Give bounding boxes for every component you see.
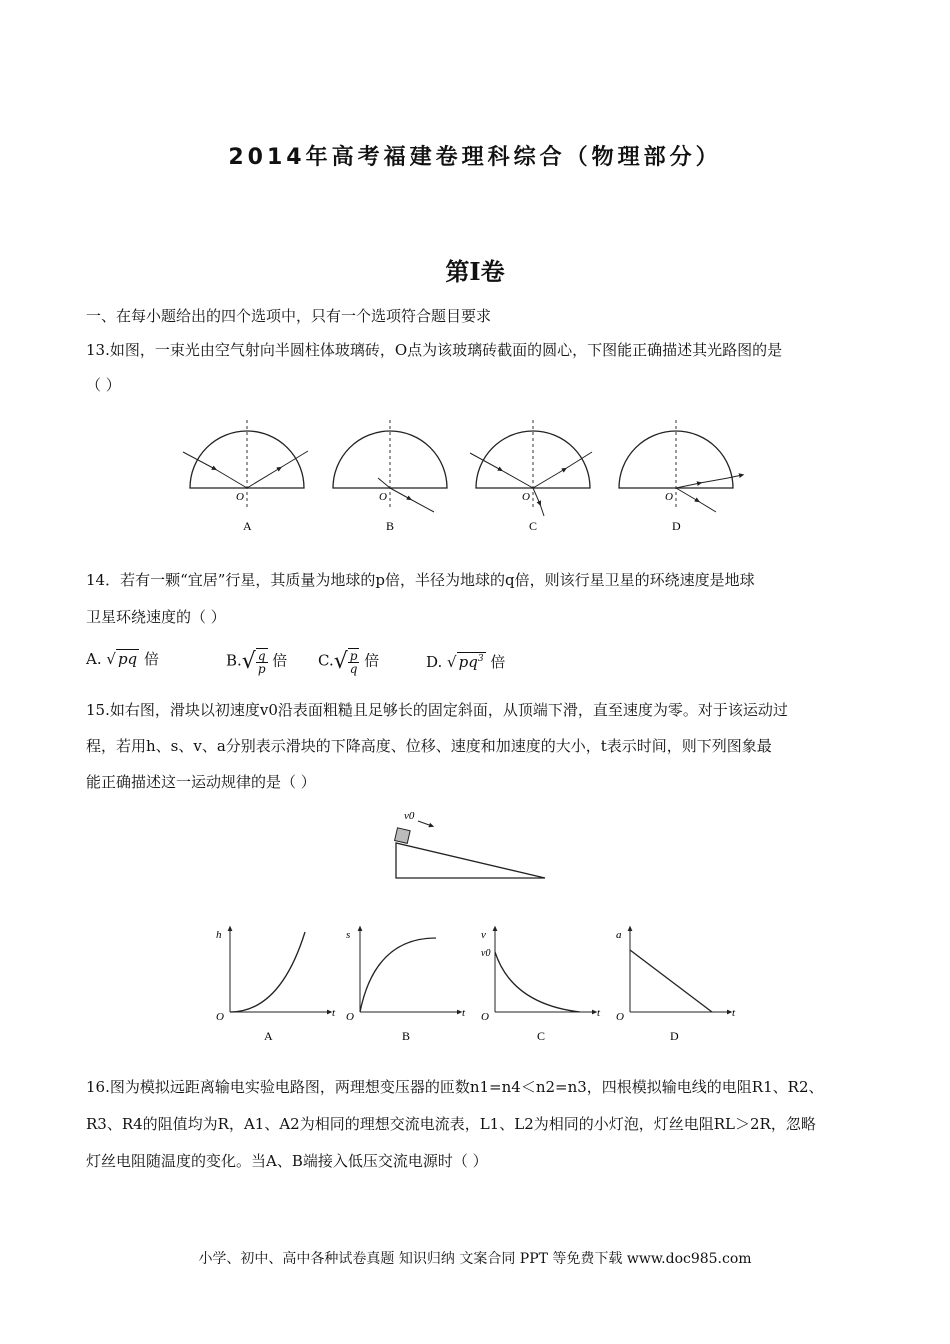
q13-option-d-diagram bbox=[619, 420, 742, 533]
q15-a-xaxis: t bbox=[332, 1007, 336, 1019]
q13-stem-line1: 13.如图，一束光由空气射向半圆柱体玻璃砖，O点为该玻璃砖截面的圆心，下图能正确描述其光路图的是 bbox=[86, 341, 783, 359]
q16-stem-line2: R3、R4的阻值均为R，A1、A2为相同的理想交流电流表，L1、L2为相同的小灯泡，灯丝电阻RL＞2R，忽略 bbox=[86, 1115, 816, 1133]
q15-a-yaxis: h bbox=[216, 929, 222, 941]
q15-a-label: A bbox=[264, 1029, 273, 1043]
q15-stem-line1: 15.如右图，滑块以初速度v0沿表面粗糙且足够长的固定斜面，从顶端下滑，直至速度为零。对于该运动过 bbox=[86, 701, 788, 719]
q14-option-d: D. √ $pq^3$ 倍 bbox=[426, 653, 506, 671]
q14-stem-line1: 14．若有一颗“宜居”行星，其质量为地球的p倍，半径为地球的q倍，则该行星卫星的环绕速度是地球 bbox=[86, 571, 755, 589]
q14-option-c-suffix: 倍 bbox=[364, 651, 380, 670]
q15-graph-c bbox=[481, 928, 601, 1043]
q15-graphs-figure bbox=[200, 920, 760, 1050]
q14-option-a-suffix: 倍 bbox=[143, 650, 159, 668]
q14-option-b-numerator: q bbox=[257, 649, 266, 663]
q14-option-b-label: B. bbox=[226, 651, 242, 670]
q13-b-center-label: O bbox=[379, 491, 387, 503]
q14-stem-line2: 卫星环绕速度的（ ） bbox=[86, 608, 226, 626]
q13-b-label: B bbox=[386, 519, 395, 533]
q14-option-d-radicand: pq bbox=[458, 653, 478, 671]
q13-option-b-diagram bbox=[333, 420, 447, 533]
q14-option-d-label: D. bbox=[426, 653, 443, 671]
q13-d-label: D bbox=[672, 519, 681, 533]
q15-graph-b bbox=[346, 928, 466, 1043]
section-intro: 一、在每小题给出的四个选项中，只有一个选项符合题目要求 bbox=[86, 307, 492, 325]
q14-option-b-suffix: 倍 bbox=[272, 651, 288, 670]
q14-option-b-denominator: p bbox=[257, 662, 266, 676]
q15-a-origin: O bbox=[216, 1011, 224, 1023]
q15-d-xaxis: t bbox=[732, 1007, 736, 1019]
q14-option-a: A. √ pq 倍 bbox=[86, 650, 159, 668]
q13-stem-line2: （ ） bbox=[86, 376, 121, 394]
q15-d-origin: O bbox=[616, 1011, 624, 1023]
q15-c-yaxis: v bbox=[481, 929, 486, 941]
q14-option-c-denominator: q bbox=[349, 662, 358, 676]
q14-option-d-suffix: 倍 bbox=[490, 653, 506, 671]
q15-stem-line2: 程，若用h、s、v、a分别表示滑块的下降高度、位移、速度和加速度的大小，t表示时间，则下列图象最 bbox=[86, 737, 772, 755]
q14-option-a-label: A. bbox=[86, 650, 102, 668]
q16-stem-line1: 16.图为模拟远距离输电实验电路图，两理想变压器的匝数n1=n4＜n2=n3，四根模拟输电线的电阻R1、R2、 bbox=[86, 1078, 824, 1096]
page-title: 2014年高考福建卷理科综合（物理部分） bbox=[228, 145, 722, 170]
q13-a-label: A bbox=[243, 519, 252, 533]
q13-c-label: C bbox=[529, 519, 538, 533]
q13-option-a-diagram bbox=[183, 420, 308, 533]
q14-option-c: C.√ $\frac{p}{q}$ 倍 bbox=[318, 649, 380, 676]
volume-heading: 第I卷 bbox=[445, 257, 505, 286]
q14-option-b: B.√ $\frac{q}{p}$ 倍 bbox=[226, 649, 288, 676]
q15-b-origin: O bbox=[346, 1011, 354, 1023]
q15-graph-a bbox=[216, 928, 336, 1043]
q14-option-d-exponent: 3 bbox=[477, 654, 484, 664]
q14-option-c-numerator: p bbox=[349, 649, 358, 663]
q13-c-center-label: O bbox=[522, 491, 530, 503]
q15-b-yaxis: s bbox=[346, 929, 351, 941]
q15-stem-line3: 能正确描述这一运动规律的是（ ） bbox=[86, 773, 316, 791]
q15-d-yaxis: a bbox=[616, 929, 622, 941]
q15-c-xaxis: t bbox=[597, 1007, 601, 1019]
q15-b-xaxis: t bbox=[462, 1007, 466, 1019]
page-footer: 小学、初中、高中各种试卷真题 知识归纳 文案合同 PPT 等免费下载 www.doc985.com bbox=[198, 1251, 752, 1267]
q14-option-a-radicand: pq bbox=[117, 650, 138, 668]
q15-v0-label: v0 bbox=[404, 810, 415, 822]
q13-option-c-diagram bbox=[470, 420, 592, 533]
q13-a-center-label: O bbox=[236, 491, 244, 503]
q15-b-label: B bbox=[402, 1029, 411, 1043]
q13-d-center-label: O bbox=[665, 491, 673, 503]
q14-option-c-label: C. bbox=[318, 651, 334, 670]
q15-graph-d bbox=[616, 928, 736, 1043]
q15-c-label: C bbox=[537, 1029, 546, 1043]
q15-c-y0: v0 bbox=[481, 948, 491, 959]
q15-incline-figure bbox=[380, 805, 560, 887]
q15-c-origin: O bbox=[481, 1011, 489, 1023]
q15-d-label: D bbox=[670, 1029, 679, 1043]
q13-figure bbox=[180, 400, 770, 540]
q16-stem-line3: 灯丝电阻随温度的变化。当A、B端接入低压交流电源时（ ） bbox=[86, 1152, 488, 1170]
